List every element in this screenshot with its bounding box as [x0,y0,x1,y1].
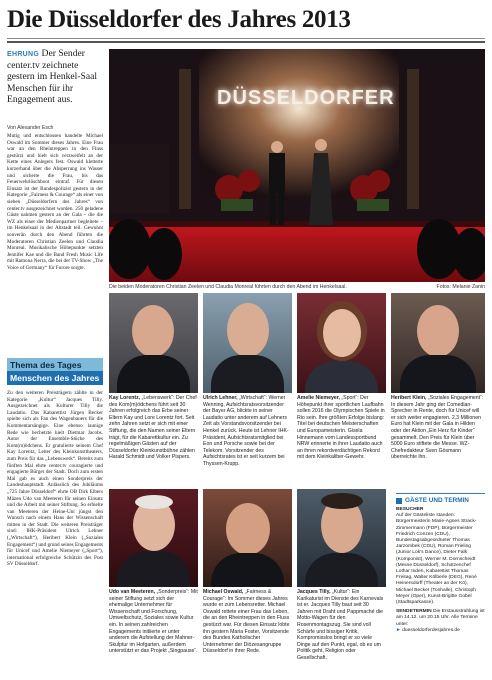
caption-name: Michael Oswald, [203,589,244,595]
caption-michael-oswald [203,589,292,675]
portrait-udo-van-meeteren [109,489,198,587]
caption-name: Amelie Niemeyer, [297,395,340,401]
caption-name: Kay Lorentz, [109,395,141,401]
caption-text: „Soziales Engagement“: In diesem Jahr ging der Comedian-Sprecher in Rente, doch für Unicef will er sich weiter engagieren. 2,3 Millionen Euro hat Klein mit der Gala in Hilden oder der Aktion „Ein Herz für Kinder“ gesammelt. Den Preis für Klein über 5000 Euro stiftete die Messe. WZ-Chefredakteur Sven Gösmann überreichte ihn. [391,395,484,461]
stage-screen-text: DÜSSELDORFER [217,87,395,109]
article-body-2 [7,390,103,672]
body-paragraph: Mutig und entschlossen handelte Michael Oswald im Sommer dieses Jahres. Eine Frau war an den Rheintreppen in den Fluss gestürzt und hielt sich verzweifelt an der Kette eines Anlegers fest. Oswald kletterte kurzerhand über die Absperrung ins Wasser und sicherte die Frau, bis das Feuerwehrlöschboot eintraf. Für diesen Einsatz ist der Bundespolizist gestern in der Kategorie „Fairness & Courage“ als einer von sieben „Düsseldorfern des Jahres“ von center.tv ausgezeichnet worden. 250 geladene Gäste nahmen gestern an der Gala – die die WZ als einer der Medienpartner begleitete – im Henkelsaal in der Altstadt teil. Gewohnt souverän durch den Abend führten die Moderatoren Christian Zeelen und Claudia Monreal. Musikalische Höhepunkte setzten Jennifer Kae und die Band Fresh Music Life mit Ramona Nerra, die bei der TV-Show „The Voice of Germany“ für Furore sorgte. [7,133,103,271]
headline-rule-thick [7,41,485,43]
kicker: EHRUNG [7,51,40,58]
headline: Die Düsseldorfer des Jahres 2013 [7,6,351,33]
topic-line-2: Menschen des Jahres [7,371,103,385]
photo-credit: Fotos: Melanie Zanin [436,283,485,290]
caption-ulrich-lehner [203,395,292,489]
topic-banner [7,358,103,386]
caption-heribert-klein [391,395,485,489]
portrait-michael-oswald [203,489,292,587]
caption-name: Jacques Tilly, [297,589,331,595]
caption-name: Heribert Klein, [391,395,427,401]
headline-rule [7,38,485,39]
portrait-amelie-niemeyer [297,293,386,393]
portrait-kay-lorentz [109,293,198,393]
portrait-ulrich-lehner [203,293,292,393]
topic-line-1: Thema des Tages [7,358,103,371]
portrait-jacques-tilly [297,489,386,587]
info-box-title: GÄSTE UND TERMIN [405,497,469,504]
caption-text: „Sonderpreis“: Mit seiner Stiftung setzt sich der ehemalige Unternehmer für Wissenschaft und Forschung, Umweltschutz, Soziales sowie Kultur ein. In seinen zahlreichen Engagements initiierte er unter anderem die Aufstellung der Mahner-Skulptur im Hofgarten, außerdem unterstützt er das Projekt „Singpause“. [109,589,198,655]
hero-caption: Die beiden Moderatoren Christian Zeelen und Claudia Monreal führten durch den Abend im Henkelsaal. [109,283,347,290]
hero-caption-row [109,282,485,291]
lead-text [7,48,103,105]
info-url[interactable]: duesseldorferdesjahres.de [402,627,460,633]
caption-name: Udo van Meeteren, [109,589,156,595]
info-box-date [396,609,485,634]
caption-udo-van-meeteren [109,589,198,675]
caption-amelie-niemeyer [297,395,386,489]
caption-text: „Sport“: Der Höhepunkt ihrer sportlichen Laufbahn sollen 2016 die Olympischen Spiele in Rio sein. Ihre größten Erfolge bislang: Titel bei deutschen Meisterschaften und Europameisterin. Gisela Hinnemann vom Landessportbund NRW erinnerte in ihrer Laudatio auch an ihren rekordverdächtigen Rekord mit dem Kleinkaliber-Gewehr. [297,395,385,461]
author: Von Alexander Esch [7,125,54,131]
date-text: Die Erstausstrahlung ist am 14.12. um 20.15 Uhr. Alle Termine unter: [396,609,485,627]
date-label: SENDETERMIN [396,609,432,615]
caption-text: „Wirtschaft“: Werner Wenning, Aufsichtsratsvorsitzender der Bayer AG, blickte in seiner Laudatio unter anderem auf Lehners Zeit als Vorstandsvorsitzender bei Henkel zurück. Heute ist Lehner IHK-Präsident, Aufsichtsratsmitglied bei Eon und Porsche sowie bei der Telekom. Vorsitzender des Aufsichtsrates ist er seit kurzem bei Thyssen-Krupp. [203,395,289,467]
info-box [396,493,485,678]
info-box-guests [396,507,485,606]
body-paragraph: Zu den weiteren Preisträgern zählte in der Kategorie „Kultur“ Jacques Tilly. Ausgezeichnet als Kulturer Tilly die Laudatio. Das Kabarettist Jürgen Becker spielte sich als Fan des Wagenbauers für die Kommentarsängige. Eine ebenso launige Rede wie bechetzte hielt Dietmar Jacobs. Autor der Ensemble-Stücke des Kom(m)ödchens. Er gratulierte seinem Chef Kay Lorentz, Leiter des Kleinkunsttheaters, zum Preis für das „Lebenswerk“. Bereits zum fünften Mal ehrte center.tv couragierte und engagierte Bürger der Stadt. Doch zum ersten Mal gab es auch einen Sonderpreis der Landeshauptstadt. Anlässlich des Jubiläums „725 Jahre Düsseldorf“ ehrte OB Dirk Elbers Mäzen Udo van Meeteren für seinen Einsatz und die Arbeit mit seiner Stiftung. So erhielte van Meeteren der Heine-Uni jüngst den Wunsch nach einem Haus der Wissenschaft mitten in der Stadt. Die weiteren Preisträger sind: IHK-Präsident Ulrich Lehner („Wirtschaft“), Heribert Klein („Soziales Engagement“) und grund seines Engagements für Unicef und Amelie Niemeyer („Sport“), international erfolgreiche Schützin des Post SV Düsseldorf. [7,390,103,568]
caption-text: „Kultur“: Ein Karikaturist im Dienste des Karnevals ist er. Jacques Tilly baut seit 30 Jahren mit Draht und Pappmaché die Motto-Wagen für den Rosenmontagszug. Sie sind voll Schärfe und bissiger Kritik, Kompromisslos bringt er so viele Dinge auf den Punkt, egal, ob es um Politik geht, Religion oder Gesellschaft. [297,589,384,661]
article-body-1 [7,133,103,354]
lead-body: Der Sender center.tv zeichnete gestern im Henkel-Saal Menschen für ihr Engagement aus. [7,48,98,105]
hero-photo [109,49,485,282]
arrow-icon: ► [396,627,401,633]
portrait-heribert-klein [391,293,485,393]
guests-text: Auf der Gästeliste standen: Bürgermeisterin Marie-Agnes Strack-Zimmermann (FDP), Bürgermeister Friedrich Conzen (CDU), Bundestagsabgeordneter Thomas Jarzombek (CDU), Roman Frieling (Junior Lok's Dance), Dieter Falk (Komponist), Werner M. Dornscheidt (Messe Düsseldorf), Schützenchef Lothar Inden, Kabarettist Thomas Freitag, Walter Kölberle (DEG), René Heinersdorff (Theater an der Kö), Michael Becker (Tonhalle), Christoph Meyer (Oper), Kunst-Brigitte Gobel (Stadtsparkasse). [396,513,477,606]
caption-jacques-tilly [297,589,386,675]
guests-label: BESUCHER [396,507,424,512]
caption-text: „Fairness & Courage“: Im Sommer dieses Jahres wurde er zum Lebensretter. Michael Oswald rettete einer Frau das Leben, die an den Rheintreppen in den Fluss gestürzt war. Für diesen Einsatz lobte ihn gestern Maria Foster, Vorsitzende des Bundes Katholischer Unternehmer der Diözesangruppe Düsseldorf in ihrer Rede. [203,589,290,655]
square-bullet-icon [396,498,402,504]
stage-illustration [109,49,485,282]
info-box-title-row [396,494,485,507]
caption-name: Ulrich Lehner, [203,395,238,401]
caption-kay-lorentz [109,395,198,489]
caption-text: „Lebenswerk“: Der Chef des Kom(m)ödchens führt seit 30 Jahren erfolgreich das Erbe seiner Eltern Kay und Lore Lorentz fort. Seit zehn Jahren setzt er sich mit einer Stiftung, die den Namen seiner Eltern trägt, für die Kabarettkultur ein. Zu regelmäßigen Gästen auf der Düsseldorfer Kleinkunstbühne zählen Harald Schmidt und Volker Pispers. [109,395,197,461]
